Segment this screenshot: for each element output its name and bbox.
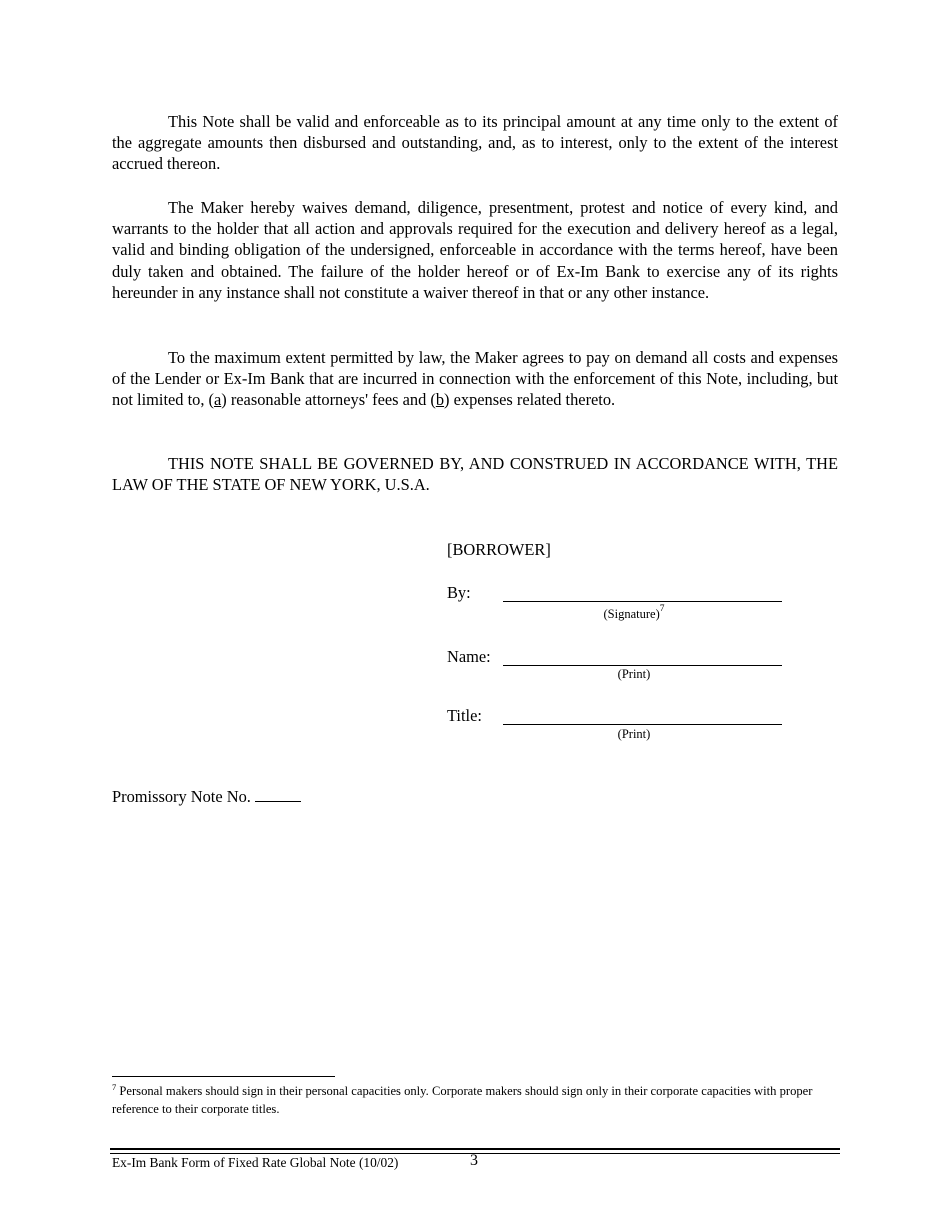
signature-caption	[503, 604, 765, 623]
paragraph-costs	[112, 347, 838, 411]
title-caption: (Print)	[617, 727, 651, 741]
clause-marker-a: a	[213, 390, 222, 410]
signature-caption-text: (Signature)	[603, 607, 660, 621]
name-label: Name:	[447, 647, 491, 666]
footer-form-name: Ex-Im Bank Form of Fixed Rate Global Note (10/02)	[112, 1155, 399, 1170]
footnote-number: 7	[112, 1082, 117, 1092]
paragraph-costs-text-1: To the maximum extent permitted by law, the Maker agrees to pay on demand all costs and expenses of the Lender or Ex-Im Bank that are incurred in connection with the enforcement of this Note, including, but not limited to, (	[112, 348, 838, 410]
note-number-blank[interactable]	[255, 787, 301, 802]
promissory-note-number	[112, 787, 301, 807]
promissory-note-label: Promissory Note No.	[112, 787, 251, 806]
paragraph-waiver: The Maker hereby waives demand, diligence, presentment, protest and notice of every kind, and warrants to the holder that all action and approvals required for the execution and delivery hereof as a legal, valid and binding obligation of the undersigned, enforceable in accordance with the terms hereof, have been duly taken and obtained. The failure of the holder hereof or of Ex-Im Bank to exercise any of its rights hereunder in any instance shall not constitute a waiver thereof in that or any other instance.	[112, 198, 838, 302]
title-line[interactable]	[503, 724, 782, 725]
footnote-7	[112, 1083, 840, 1117]
footnote-ref-7: 7	[659, 604, 665, 614]
footnote-separator	[112, 1076, 335, 1077]
name-line[interactable]	[503, 665, 782, 666]
footnote-text: Personal makers should sign in their personal capacities only. Corporate makers should sign only in their corporate capacities with proper reference to their corporate titles.	[112, 1084, 813, 1116]
name-caption: (Print)	[617, 667, 651, 681]
borrower-placeholder: [BORROWER]	[447, 540, 551, 559]
clause-marker-b: b	[435, 390, 445, 410]
paragraph-costs-text-3: ) expenses related thereto.	[444, 390, 616, 410]
by-label: By:	[447, 583, 471, 602]
paragraph-governing-law: THIS NOTE SHALL BE GOVERNED BY, AND CONSTRUED IN ACCORDANCE WITH, THE LAW OF THE STATE OF NEW YORK, U.S.A.	[112, 454, 838, 495]
footer-rule-thick	[110, 1148, 840, 1150]
page-number: 3	[470, 1152, 478, 1169]
paragraph-validity: This Note shall be valid and enforceable as to its principal amount at any time only to the extent of the aggregate amounts then disbursed and outstanding, and, as to interest, only to the extent of the interest accrued thereon.	[112, 112, 838, 174]
title-label: Title:	[447, 706, 482, 725]
paragraph-costs-text-2: ) reasonable attorneys' fees and (	[221, 390, 436, 410]
signature-line[interactable]	[503, 601, 782, 602]
